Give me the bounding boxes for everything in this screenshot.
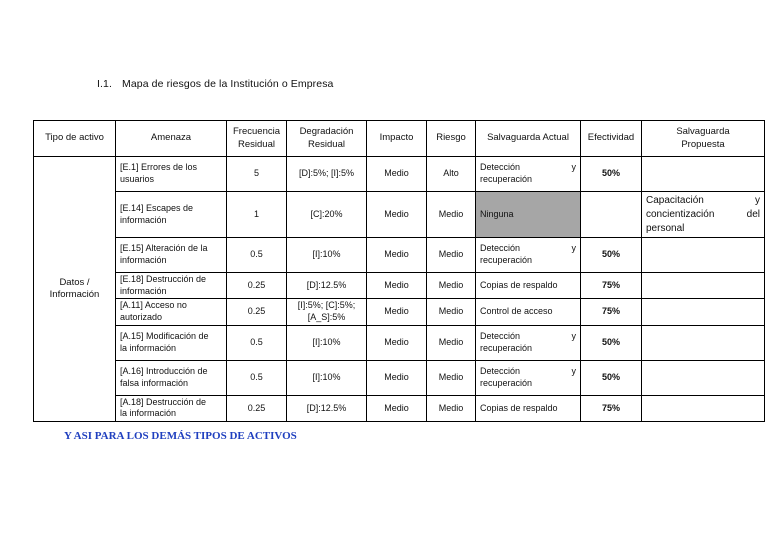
proposed-safeguard-cell xyxy=(642,157,765,192)
degradation-cell: [D]:5%; [I]:5% xyxy=(287,157,367,192)
safeguard-cell xyxy=(476,192,581,238)
frequency-cell: 0.5 xyxy=(227,238,287,273)
threat-cell xyxy=(116,299,227,325)
risk-cell: Medio xyxy=(427,395,476,421)
degradation-line1: [I]:5%; [C]:5%; xyxy=(297,300,356,311)
proposed-safeguard-cell xyxy=(642,238,765,273)
table-row xyxy=(34,157,765,192)
col-propuesta-line2: Propuesta xyxy=(681,138,725,150)
degradation-cell: [I]:10% xyxy=(287,238,367,273)
impact-cell: Medio xyxy=(367,360,427,395)
threat-line2: la información xyxy=(120,342,177,353)
safeguard-line1: Control de acceso xyxy=(480,306,553,317)
effectiveness-cell: 50% xyxy=(581,157,642,192)
threat-line1: [E.1] Errores de los xyxy=(120,162,198,173)
safeguard-line2: recuperación xyxy=(480,255,533,265)
safeguard-cell xyxy=(476,395,581,421)
header-row xyxy=(34,121,765,157)
table-row xyxy=(34,192,765,238)
proposed-line2: concientización del xyxy=(646,208,760,220)
degradation-cell: [I]:10% xyxy=(287,360,367,395)
col-degradacion-line1: Degradación xyxy=(299,126,354,138)
col-salvaguarda-propuesta xyxy=(642,121,765,157)
col-frecuencia-line1: Frecuencia xyxy=(233,126,280,138)
threat-line2: información xyxy=(120,214,167,225)
effectiveness-cell: 50% xyxy=(581,325,642,360)
col-degradacion xyxy=(287,121,367,157)
safeguard-line1: Copias de respaldo xyxy=(480,402,558,413)
impact-cell: Medio xyxy=(367,273,427,299)
safeguard-cell xyxy=(476,273,581,299)
frequency-cell: 0.5 xyxy=(227,360,287,395)
proposed-safeguard-cell xyxy=(642,325,765,360)
effectiveness-cell: 50% xyxy=(581,238,642,273)
col-frecuencia xyxy=(227,121,287,157)
section-number: I.1. xyxy=(97,78,112,90)
threat-line1: [A.16] Introducción de xyxy=(120,366,208,377)
proposed-line3: personal xyxy=(646,222,685,234)
col-riesgo: Riesgo xyxy=(427,121,476,157)
threat-line1: [A.15] Modificación de xyxy=(120,331,209,342)
effectiveness-cell: 75% xyxy=(581,395,642,421)
risk-cell: Medio xyxy=(427,192,476,238)
threat-line1: [E.15] Alteración de la xyxy=(120,243,208,254)
safeguard-cell xyxy=(476,157,581,192)
degradation-cell: [D]:12.5% xyxy=(287,395,367,421)
frequency-cell: 0.5 xyxy=(227,325,287,360)
frequency-cell: 0.25 xyxy=(227,395,287,421)
safeguard-line1: Ninguna xyxy=(480,208,514,219)
threat-cell xyxy=(116,395,227,421)
threat-line2: autorizado xyxy=(120,312,163,323)
degradation-cell: [I]:10% xyxy=(287,325,367,360)
threat-cell xyxy=(116,238,227,273)
asset-type-cell xyxy=(34,157,116,422)
effectiveness-cell: 50% xyxy=(581,360,642,395)
risk-map-table xyxy=(33,120,765,422)
threat-line2: información xyxy=(120,255,167,265)
degradation-cell xyxy=(287,299,367,325)
safeguard-line2: recuperación xyxy=(480,342,533,353)
col-amenaza: Amenaza xyxy=(116,121,227,157)
proposed-safeguard-cell xyxy=(642,299,765,325)
safeguard-cell xyxy=(476,299,581,325)
col-salvaguarda-actual: Salvaguarda Actual xyxy=(476,121,581,157)
table-row xyxy=(34,360,765,395)
threat-line1: [A.11] Acceso no xyxy=(120,300,187,311)
risk-cell: Medio xyxy=(427,238,476,273)
threat-line1: [E.14] Escapes de xyxy=(120,202,194,213)
threat-line2: información xyxy=(120,285,167,296)
proposed-safeguard-cell xyxy=(642,192,765,238)
asset-type-line2: Información xyxy=(49,289,100,301)
col-frecuencia-line2: Residual xyxy=(238,138,275,150)
effectiveness-cell xyxy=(581,192,642,238)
table-row xyxy=(34,299,765,325)
safeguard-line1: Detección y xyxy=(480,366,576,377)
footer-note: Y ASI PARA LOS DEMÁS TIPOS DE ACTIVOS xyxy=(64,430,297,442)
section-title: Mapa de riesgos de la Institución o Empresa xyxy=(122,78,334,90)
safeguard-cell xyxy=(476,325,581,360)
risk-cell: Medio xyxy=(427,273,476,299)
frequency-cell: 0.25 xyxy=(227,273,287,299)
impact-cell: Medio xyxy=(367,238,427,273)
frequency-cell: 5 xyxy=(227,157,287,192)
col-efectividad: Efectividad xyxy=(581,121,642,157)
degradation-line2: [A_S]:5% xyxy=(307,312,346,323)
safeguard-line1: Detección y xyxy=(480,331,576,342)
degradation-cell: [D]:12.5% xyxy=(287,273,367,299)
table-row xyxy=(34,325,765,360)
effectiveness-cell: 75% xyxy=(581,299,642,325)
threat-line2: la información xyxy=(120,408,177,419)
safeguard-cell xyxy=(476,238,581,273)
col-propuesta-line1: Salvaguarda xyxy=(676,126,730,138)
threat-cell xyxy=(116,273,227,299)
impact-cell: Medio xyxy=(367,157,427,192)
threat-line1: [E.18] Destrucción de xyxy=(120,274,207,284)
threat-cell xyxy=(116,325,227,360)
threat-line1: [A.18] Destrucción de xyxy=(120,396,207,407)
proposed-line1: Capacitación y xyxy=(646,194,760,206)
risk-cell: Alto xyxy=(427,157,476,192)
safeguard-line1: Detección y xyxy=(480,162,576,173)
threat-line2: falsa información xyxy=(120,377,189,388)
asset-type-line1: Datos / xyxy=(59,276,90,288)
proposed-safeguard-cell xyxy=(642,273,765,299)
threat-cell xyxy=(116,192,227,238)
safeguard-cell xyxy=(476,360,581,395)
risk-cell: Medio xyxy=(427,299,476,325)
degradation-cell: [C]:20% xyxy=(287,192,367,238)
impact-cell: Medio xyxy=(367,299,427,325)
threat-cell xyxy=(116,157,227,192)
risk-cell: Medio xyxy=(427,325,476,360)
safeguard-line1: Detección y xyxy=(480,243,576,254)
frequency-cell: 1 xyxy=(227,192,287,238)
col-degradacion-line2: Residual xyxy=(308,138,345,150)
effectiveness-cell: 75% xyxy=(581,273,642,299)
risk-cell: Medio xyxy=(427,360,476,395)
safeguard-line2: recuperación xyxy=(480,174,533,184)
threat-cell xyxy=(116,360,227,395)
threat-line2: usuarios xyxy=(120,174,155,184)
safeguard-line1: Copias de respaldo xyxy=(480,279,558,290)
table-row xyxy=(34,273,765,299)
frequency-cell: 0.25 xyxy=(227,299,287,325)
table-row xyxy=(34,238,765,273)
col-impacto: Impacto xyxy=(367,121,427,157)
impact-cell: Medio xyxy=(367,192,427,238)
col-tipo-activo: Tipo de activo xyxy=(34,121,116,157)
proposed-safeguard-cell xyxy=(642,395,765,421)
impact-cell: Medio xyxy=(367,325,427,360)
section-heading xyxy=(97,78,334,90)
proposed-safeguard-cell xyxy=(642,360,765,395)
safeguard-line2: recuperación xyxy=(480,377,533,388)
table-row xyxy=(34,395,765,421)
impact-cell: Medio xyxy=(367,395,427,421)
